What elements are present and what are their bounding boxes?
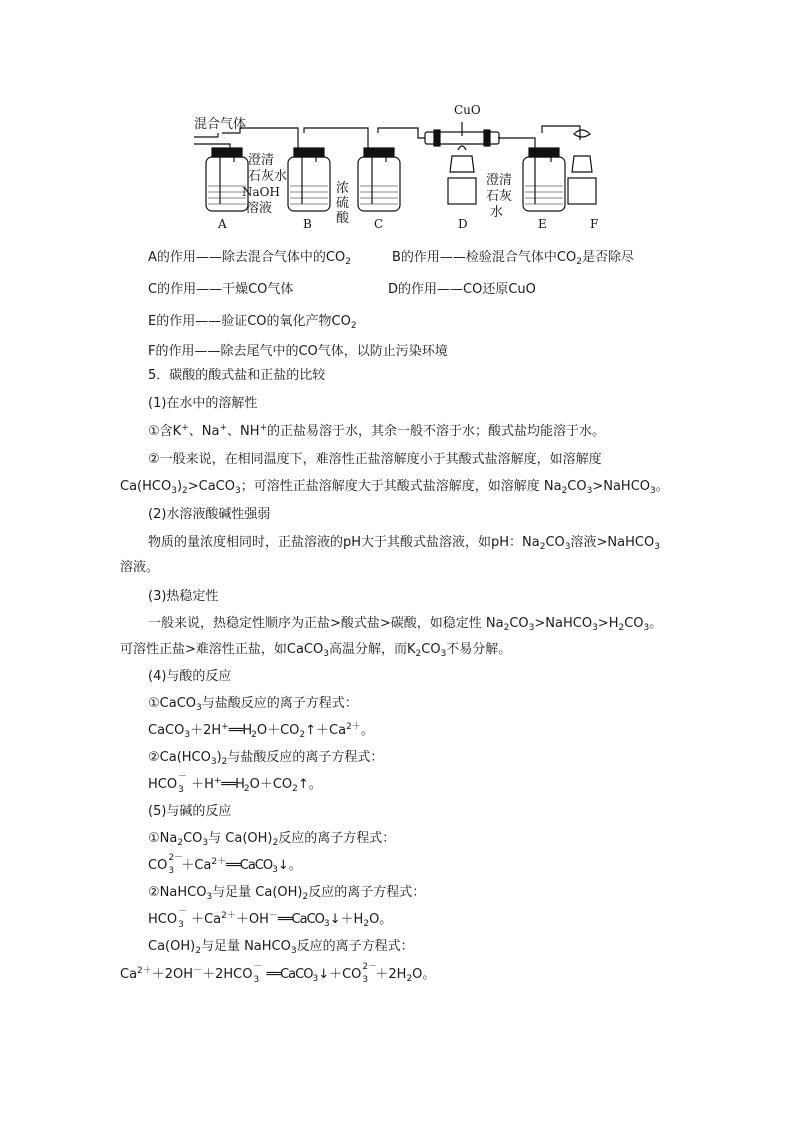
para-solubility-1: ①含K+、Na+、NH+的正盐易溶于水，其余一般不溶于水；酸式盐均能溶于水。	[148, 423, 606, 439]
label-mixed-gas: 混合气体	[194, 117, 247, 132]
label-limewater-e-3: 水	[490, 205, 504, 220]
label-cuo: CuO	[454, 103, 481, 117]
para-solubility-2a: ②一般来说，在相同温度下，难溶性正盐溶解度小于其酸式盐溶解度，如溶解度	[148, 452, 602, 467]
heading-base-reaction: (5)与碱的反应	[148, 804, 232, 819]
role-b: B的作用——检验混合气体中$CO_2$是否除尽	[392, 250, 634, 267]
role-d: D的作用——CO还原CuO	[388, 282, 536, 297]
label-limewater-b-2: 石灰水	[248, 169, 288, 184]
role-e: E的作用——验证CO的氧化产物$CO_2$	[148, 314, 357, 331]
letter-e: E	[538, 217, 547, 231]
para-acidity-2: 溶液。	[120, 560, 160, 575]
reaction-3-equation: CO 2－ 3 $+Ca^{2+}══CaCO_3↓$。	[148, 853, 302, 876]
label-acid-1: 浓	[336, 181, 350, 196]
reaction-2-equation: HCO － 3 $+H^+══H_2O+CO_2↑$。	[148, 772, 322, 795]
para-acidity-1: 物质的量浓度相同时，正盐溶液的pH大于其酸式盐溶液，如pH：$Na_2CO_3$溶液>NaHCO$_3$	[148, 535, 660, 552]
reaction-5-equation: $Ca^{2+}+2OH^-+2HCO$ － 3 ══CaCO$_3$↓＋CO 2－ 3 $+2H_2O$。	[120, 962, 436, 985]
letter-d: D	[458, 217, 468, 231]
label-limewater-e-1: 澄清	[486, 173, 513, 188]
role-a: A的作用——除去混合气体中的$CO_2$	[148, 250, 351, 267]
label-acid-3: 酸	[336, 211, 350, 226]
heading-stability: (3)热稳定性	[148, 589, 219, 604]
heading-acidity: (2)水溶液酸碱性强弱	[148, 507, 271, 522]
letter-b: B	[303, 217, 312, 231]
apparatus-diagram	[190, 100, 630, 232]
section-title: 5．碳酸的酸式盐和正盐的比较	[148, 368, 326, 383]
reaction-5-title: $Ca(OH)_2$与足量 NaHCO$_3$反应的离子方程式：	[148, 939, 414, 956]
reaction-1-equation: $CaCO_3+2H^+══H_2O+CO_2↑+Ca^{2+}$。	[148, 722, 374, 740]
label-limewater-b-1: 澄清	[248, 153, 275, 168]
role-c: C的作用——干燥CO气体	[148, 282, 294, 297]
label-naoh-2: 溶液	[246, 201, 273, 216]
reaction-1-title: ①CaCO$_3$与盐酸反应的离子方程式：	[148, 696, 358, 713]
label-limewater-e-2: 石灰	[486, 189, 513, 204]
para-solubility-2b: $Ca(HCO_3)_2>CaCO_3$；可溶性正盐溶解度大于其酸式盐溶解度，如溶解度 $Na_2CO_3>NaHCO_3$。	[120, 479, 669, 496]
reaction-4-equation: HCO － 3 $+Ca^{2+}+OH^-══CaCO_3↓+H_2O$。	[148, 907, 393, 930]
letter-c: C	[374, 217, 384, 231]
heading-solubility: (1)在水中的溶解性	[148, 396, 258, 411]
reaction-2-title: $②Ca(HCO_3)_2$与盐酸反应的离子方程式：	[148, 750, 384, 767]
letter-a: A	[218, 217, 227, 231]
para-stability-1: 一般来说，热稳定性顺序为正盐>酸式盐>碳酸，如稳定性 $Na_2CO_3>NaHCO_3>H_2CO_3$。	[148, 616, 663, 633]
reaction-4-title: ②NaHCO$_3$与足量 $Ca(OH)_2$反应的离子方程式：	[148, 885, 426, 902]
heading-acid-reaction: (4)与酸的反应	[148, 669, 232, 684]
label-naoh-1: NaOH	[242, 185, 280, 199]
letter-f: F	[590, 217, 599, 231]
label-acid-2: 硫	[336, 196, 350, 211]
role-f: F的作用——除去尾气中的CO气体，以防止污染环境	[148, 344, 448, 359]
reaction-3-title: $①Na_2CO_3$与 $Ca(OH)_2$反应的离子方程式：	[148, 831, 396, 848]
para-stability-2: 可溶性正盐>难溶性正盐，如CaCO$_3$高温分解，而$K_2CO_3$不易分解。	[120, 642, 512, 659]
